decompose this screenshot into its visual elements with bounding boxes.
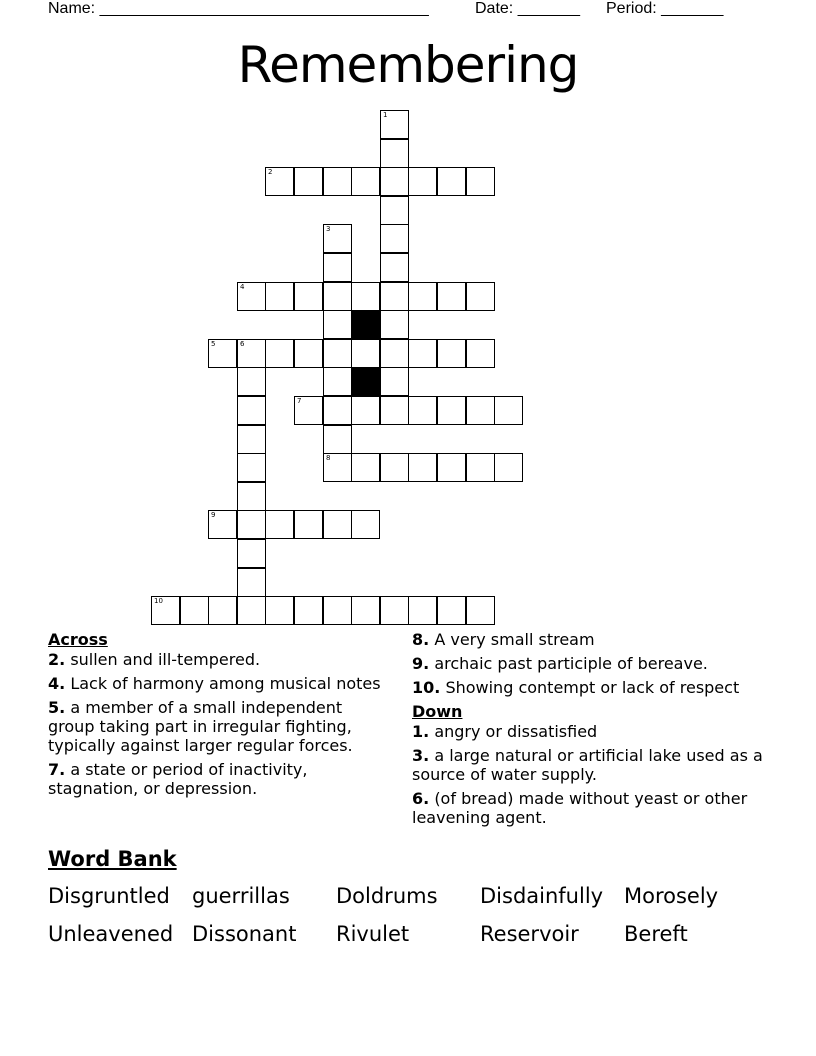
crossword-cell[interactable] [237, 396, 266, 425]
crossword-cell[interactable] [408, 167, 437, 196]
crossword-cell[interactable] [294, 282, 323, 311]
crossword-cell[interactable] [208, 596, 237, 625]
crossword-cell[interactable] [437, 596, 466, 625]
word-bank-item: Bereft [624, 922, 688, 946]
crossword-cell[interactable] [237, 596, 266, 625]
crossword-cell[interactable] [323, 596, 352, 625]
word-bank-item: Rivulet [336, 922, 410, 946]
crossword-cell[interactable] [380, 596, 409, 625]
crossword-cell[interactable] [380, 339, 409, 368]
clue-number: 4 [240, 283, 245, 291]
clue-across-7: 7. a state or period of inactivity, stagnation, or depression. [48, 760, 308, 798]
crossword-cell[interactable] [408, 596, 437, 625]
word-bank-title: Word Bank [48, 847, 177, 871]
crossword-cell[interactable] [351, 596, 380, 625]
crossword-cell[interactable] [380, 282, 409, 311]
clue-down-3: 3. a large natural or artificial lake used as a source of water supply. [412, 746, 763, 784]
crossword-cell[interactable] [380, 224, 409, 253]
crossword-cell[interactable] [323, 510, 352, 539]
crossword-cell[interactable] [237, 568, 266, 597]
clue-number: 10 [154, 597, 163, 605]
crossword-cell[interactable] [380, 139, 409, 168]
crossword-cell[interactable] [466, 596, 495, 625]
crossword-cell[interactable] [351, 510, 380, 539]
crossword-cell[interactable] [237, 367, 266, 396]
crossword-cell[interactable] [437, 282, 466, 311]
crossword-cell[interactable] [437, 339, 466, 368]
clue-across-9: 9. archaic past participle of bereave. [412, 654, 708, 673]
crossword-cell[interactable] [408, 282, 437, 311]
across-heading: Across [48, 630, 108, 649]
clue-across-10: 10. Showing contempt or lack of respect [412, 678, 740, 697]
crossword-cell[interactable] [323, 167, 352, 196]
word-bank-item: Reservoir [480, 922, 579, 946]
clue-down-1: 1. angry or dissatisfied [412, 722, 598, 741]
crossword-cell[interactable] [466, 396, 495, 425]
crossword-cell[interactable] [294, 167, 323, 196]
crossword-block [351, 310, 380, 339]
crossword-cell[interactable] [294, 510, 323, 539]
crossword-cell[interactable] [265, 596, 294, 625]
clue-number: 1 [383, 111, 388, 119]
crossword-cell[interactable] [323, 396, 352, 425]
word-bank-item: Morosely [624, 884, 719, 908]
clue-number: 5 [211, 340, 216, 348]
crossword-cell[interactable] [408, 453, 437, 482]
crossword-cell[interactable] [380, 253, 409, 282]
crossword-cell[interactable] [237, 425, 266, 454]
crossword-cell[interactable] [237, 539, 266, 568]
crossword-cell[interactable] [494, 453, 523, 482]
crossword-cell[interactable] [237, 282, 266, 311]
crossword-cell[interactable] [466, 282, 495, 311]
clue-number: 9 [211, 511, 216, 519]
crossword-cell[interactable] [437, 167, 466, 196]
page-title: Remembering [237, 36, 579, 94]
crossword-cell[interactable] [151, 596, 180, 625]
clues-left-column [48, 630, 388, 803]
crossword-cell[interactable] [437, 396, 466, 425]
clue-number: 8 [326, 454, 331, 462]
clue-across-4: 4. Lack of harmony among musical notes [48, 674, 381, 693]
period-field[interactable]: Period: _______ [606, 0, 724, 17]
crossword-cell[interactable] [180, 596, 209, 625]
crossword-cell[interactable] [323, 367, 352, 396]
crossword-cell[interactable] [494, 396, 523, 425]
crossword-cell[interactable] [237, 482, 266, 511]
crossword-cell[interactable] [351, 282, 380, 311]
crossword-cell[interactable] [265, 510, 294, 539]
clue-number: 7 [297, 397, 302, 405]
word-bank-item: Disdainfully [480, 884, 604, 908]
date-field[interactable]: Date: _______ [475, 0, 580, 17]
crossword-cell[interactable] [237, 510, 266, 539]
clue-number: 6 [240, 340, 245, 348]
word-bank-item: Dissonant [192, 922, 297, 946]
clue-across-5: 5. a member of a small independent group taking part in irregular fighting, typically against larger regular forces. [48, 698, 353, 755]
crossword-cell[interactable] [466, 167, 495, 196]
clues-right-column [412, 630, 772, 832]
clue-down-6: 6. (of bread) made without yeast or other leavening agent. [412, 789, 748, 827]
crossword-cell[interactable] [408, 396, 437, 425]
crossword-cell[interactable] [323, 310, 352, 339]
crossword-cell[interactable] [466, 339, 495, 368]
crossword-cell[interactable] [208, 339, 237, 368]
crossword-cell[interactable] [437, 453, 466, 482]
crossword-cell[interactable] [323, 282, 352, 311]
clue-across-2: 2. sullen and ill-tempered. [48, 650, 261, 669]
word-bank-item: Doldrums [336, 884, 438, 908]
name-field[interactable]: Name: _____________________________________ [48, 0, 429, 17]
crossword-cell[interactable] [294, 396, 323, 425]
crossword-cell[interactable] [351, 167, 380, 196]
crossword-block [351, 367, 380, 396]
word-bank-item: Disgruntled [48, 884, 170, 908]
crossword-cell[interactable] [351, 396, 380, 425]
crossword-cell[interactable] [380, 310, 409, 339]
crossword-cell[interactable] [237, 453, 266, 482]
crossword-cell[interactable] [323, 224, 352, 253]
crossword-cell[interactable] [294, 339, 323, 368]
clue-across-8: 8. A very small stream [412, 630, 595, 649]
crossword-cell[interactable] [294, 596, 323, 625]
crossword-cell[interactable] [408, 339, 437, 368]
down-heading: Down [412, 702, 463, 721]
crossword-cell[interactable] [466, 453, 495, 482]
crossword-cell[interactable] [323, 425, 352, 454]
clue-number: 2 [268, 168, 273, 176]
crossword-cell[interactable] [208, 510, 237, 539]
crossword-cell[interactable] [323, 253, 352, 282]
crossword-cell[interactable] [265, 282, 294, 311]
crossword-cell[interactable] [380, 167, 409, 196]
crossword-cell[interactable] [380, 196, 409, 225]
word-bank-item: guerrillas [192, 884, 290, 908]
crossword-cell[interactable] [380, 453, 409, 482]
crossword-cell[interactable] [380, 367, 409, 396]
crossword-cell[interactable] [351, 453, 380, 482]
crossword-cell[interactable] [237, 339, 266, 368]
word-bank-item: Unleavened [48, 922, 174, 946]
crossword-cell[interactable] [323, 453, 352, 482]
crossword-cell[interactable] [380, 396, 409, 425]
crossword-cell[interactable] [265, 167, 294, 196]
clue-number: 3 [326, 225, 331, 233]
crossword-cell[interactable] [265, 339, 294, 368]
crossword-cell[interactable] [351, 339, 380, 368]
crossword-cell[interactable] [380, 110, 409, 139]
crossword-cell[interactable] [323, 339, 352, 368]
